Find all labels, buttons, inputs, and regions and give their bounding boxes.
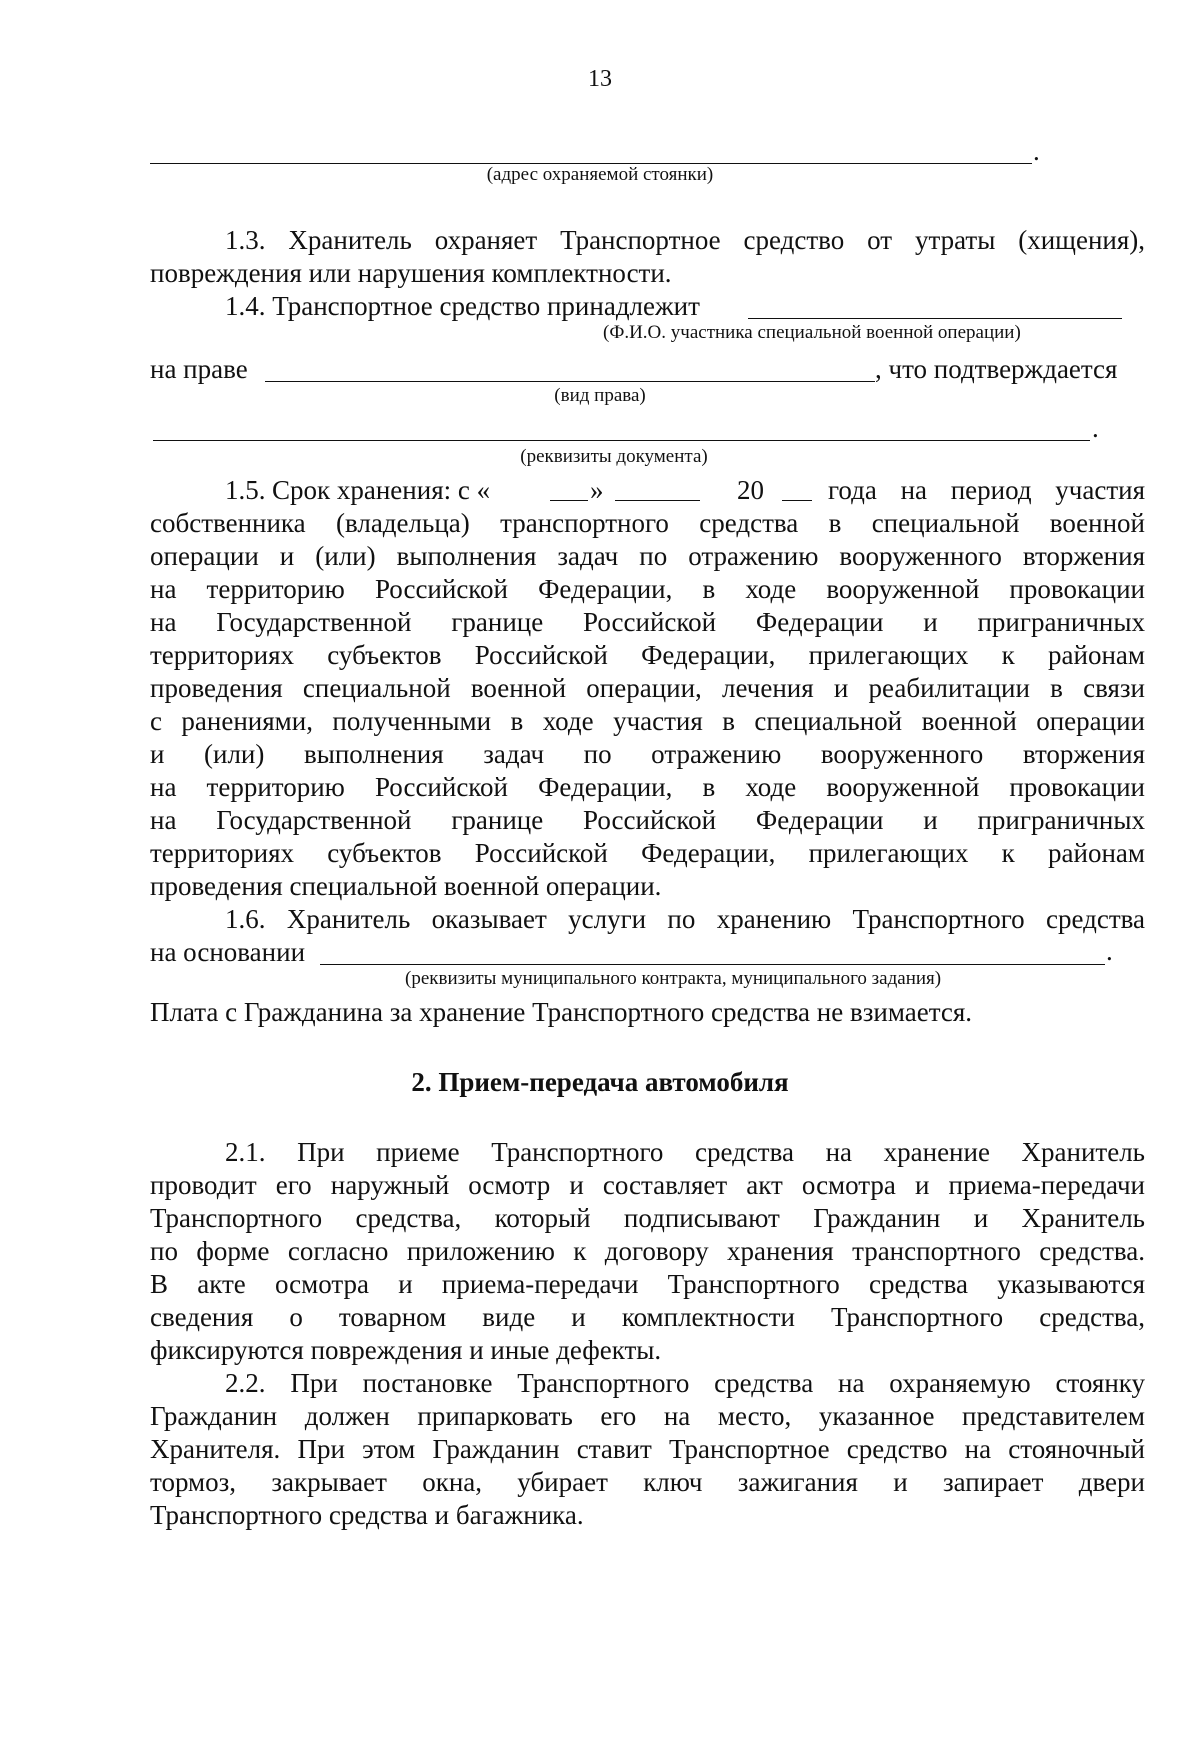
clause-1-4-text: 1.4. Транспортное средство принадлежит: [225, 291, 700, 321]
quote-close: »: [590, 475, 604, 505]
right-blank-line: [265, 381, 875, 382]
term-period-text: года на период участия: [828, 475, 1145, 505]
clause-2-2-line: Транспортного средства и багажника.: [150, 1500, 584, 1530]
clause-1-5-line: территориях субъектов Российской Федерации, прилегающих к районам: [150, 640, 1145, 670]
clause-1-5-line: и (или) выполнения задач по отражению вооруженного вторжения: [150, 739, 1145, 769]
clause-2-1-line: сведения о товарном виде и комплектности Транспортного средства,: [150, 1302, 1145, 1332]
owner-blank-line: [748, 318, 1122, 319]
clause-1-5-line: с ранениями, полученными в ходе участия в специальной военной операции: [150, 706, 1145, 736]
right-caption: (вид права): [554, 385, 646, 406]
clause-1-6-line-1: 1.6. Хранитель оказывает услуги по хранению Транспортного средства: [225, 904, 1145, 934]
basis-caption: (реквизиты муниципального контракта, муниципального задания): [405, 968, 942, 989]
clause-1-3-line-1: 1.3. Хранитель охраняет Транспортное средство от утраты (хищения),: [225, 225, 1145, 255]
page-number: 13: [588, 66, 612, 92]
clause-2-2-line: Гражданин должен припарковать его на место, указанное представителем: [150, 1401, 1145, 1431]
section-2-title: 2. Прием-передача автомобиля: [411, 1067, 789, 1097]
year-blank-line: [782, 500, 812, 501]
document-blank-line: [153, 440, 1090, 441]
term-number: 1.5.: [225, 475, 266, 505]
clause-2-1-line: Транспортного средства, который подписывают Гражданин и Хранитель: [150, 1203, 1145, 1233]
clause-1-5-line: проведения специальной военной операции.: [150, 871, 662, 901]
clause-1-5-line: на Государственной границе Российской Федерации и приграничных: [150, 607, 1145, 637]
clause-1-5-line: на территорию Российской Федерации, в ходе вооруженной провокации: [150, 574, 1145, 604]
day-blank-line: [550, 500, 588, 501]
clause-2-1-line: по форме согласно приложению к договору хранения транспортного средства.: [150, 1236, 1145, 1266]
clause-1-5-line: на Государственной границе Российской Федерации и приграничных: [150, 805, 1145, 835]
clause-2-1-line: проводит его наружный осмотр и составляет акт осмотра и приема-передачи: [150, 1170, 1145, 1200]
clause-2-2-line: Хранителя. При этом Гражданин ставит Транспортное средство на стояночный: [150, 1434, 1145, 1464]
period-mark: .: [1106, 936, 1113, 966]
clause-1-5-line: территориях субъектов Российской Федерации, прилегающих к районам: [150, 838, 1145, 868]
period-mark: .: [1033, 136, 1040, 166]
address-caption: (адрес охраняемой стоянки): [486, 164, 714, 185]
basis-blank-line: [320, 964, 1105, 965]
clause-1-5-line: собственника (владельца) транспортного средства в специальной военной: [150, 508, 1145, 538]
document-caption: (реквизиты документа): [520, 446, 708, 467]
owner-caption: (Ф.И.О. участника специальной военной операции): [603, 322, 1021, 343]
clause-1-3-line-2: повреждения или нарушения комплектности.: [150, 258, 672, 288]
clause-2-1-line: 2.1. При приеме Транспортного средства на хранение Хранитель: [225, 1137, 1145, 1167]
clause-1-5-line: проведения специальной военной операции, лечения и реабилитации в связи: [150, 673, 1145, 703]
clause-1-5-line: операции и (или) выполнения задач по отражению вооруженного вторжения: [150, 541, 1145, 571]
fee-note: Плата с Гражданина за хранение Транспортного средства не взимается.: [150, 997, 972, 1027]
confirmed-suffix: , что подтверждается: [875, 354, 1118, 384]
term-label: Срок хранения: с «: [272, 475, 491, 505]
month-blank-line: [615, 500, 700, 501]
year-prefix: 20: [737, 475, 764, 505]
clause-2-1-line: фиксируются повреждения и иные дефекты.: [150, 1335, 662, 1365]
right-prefix: на праве: [150, 354, 248, 384]
period-mark: .: [1092, 413, 1099, 443]
clause-2-2-line: 2.2. При постановке Транспортного средства на охраняемую стоянку: [225, 1368, 1145, 1398]
clause-2-1-line: В акте осмотра и приема-передачи Транспортного средства указываются: [150, 1269, 1145, 1299]
clause-1-5-line: на территорию Российской Федерации, в ходе вооруженной провокации: [150, 772, 1145, 802]
clause-2-2-line: тормоз, закрывает окна, убирает ключ зажигания и запирает двери: [150, 1467, 1145, 1497]
basis-prefix: на основании: [150, 937, 306, 967]
